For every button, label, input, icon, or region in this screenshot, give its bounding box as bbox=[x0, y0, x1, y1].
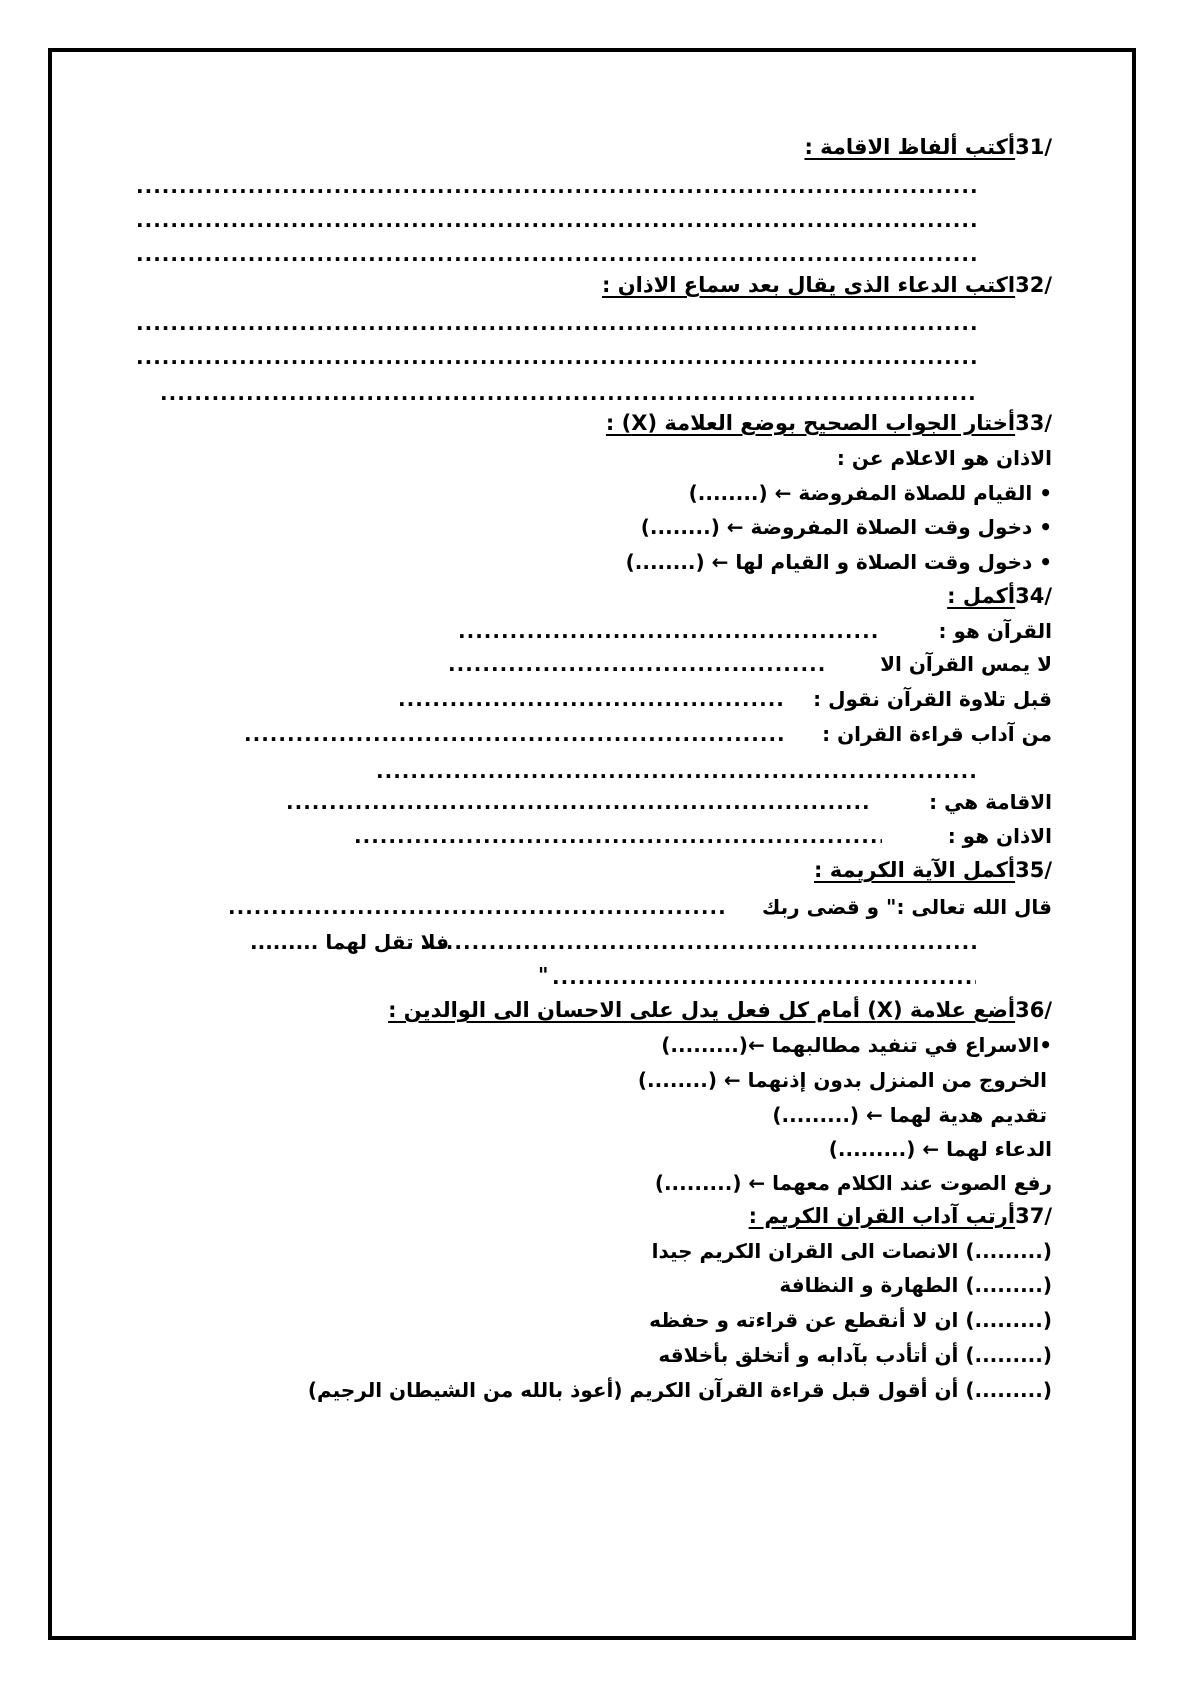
answer-line[interactable] bbox=[376, 756, 976, 786]
answer-line[interactable] bbox=[286, 787, 870, 817]
answer-line[interactable] bbox=[136, 205, 976, 235]
question-34 bbox=[947, 581, 1052, 611]
fill-item: لا يمس القرآن الا bbox=[880, 652, 1052, 676]
action-item[interactable]: تقديم هدية لهما ← (.........) bbox=[772, 1103, 1047, 1127]
question-37-title: أرتب آداب القران الكريم : bbox=[748, 1204, 1016, 1228]
answer-line[interactable] bbox=[398, 684, 782, 714]
order-item[interactable]: (.........) أن أتأدب بآدابه و أتخلق بأخلاقه bbox=[658, 1343, 1052, 1367]
action-item[interactable]: الدعاء لهما ← (.........) bbox=[828, 1137, 1052, 1161]
question-34-number: 34/ bbox=[1015, 584, 1052, 608]
verse-end-quote: " bbox=[538, 963, 549, 987]
answer-line[interactable] bbox=[136, 308, 976, 338]
question-33-number: 33/ bbox=[1015, 411, 1052, 435]
question-37-number: 37/ bbox=[1015, 1204, 1052, 1228]
answer-line[interactable] bbox=[354, 821, 882, 851]
question-33-prompt: الاذان هو الاعلام عن : bbox=[836, 446, 1052, 470]
question-32-title: اكتب الدعاء الذى يقال بعد سماع الاذان : bbox=[601, 273, 1016, 297]
order-item[interactable]: (.........) أن أقول قبل قراءة القرآن الكريم (أعوذ بالله من الشيطان الرجيم) bbox=[307, 1378, 1052, 1402]
choice-option[interactable]: • القيام للصلاة المفروضة ← (........) bbox=[688, 481, 1052, 505]
answer-line[interactable] bbox=[420, 927, 976, 957]
question-36-number: 36/ bbox=[1015, 998, 1052, 1022]
fill-item: من آداب قراءة القران : bbox=[822, 722, 1052, 746]
question-32-number: 32/ bbox=[1015, 273, 1052, 297]
fill-item: القرآن هو : bbox=[938, 619, 1052, 643]
answer-line[interactable] bbox=[244, 719, 784, 749]
answer-line[interactable] bbox=[136, 239, 976, 269]
question-36-title: أضع علامة (X) أمام كل فعل يدل على الاحسان الى الوالدين : bbox=[388, 998, 1016, 1022]
answer-line[interactable] bbox=[552, 962, 976, 992]
fill-item: الاذان هو : bbox=[947, 824, 1052, 848]
answer-line[interactable] bbox=[448, 649, 824, 679]
question-36 bbox=[388, 995, 1052, 1025]
fill-item: الاقامة هي : bbox=[929, 790, 1052, 814]
question-31-number: 31/ bbox=[1015, 135, 1052, 159]
choice-option[interactable]: • دخول وقت الصلاة و القيام لها ← (........) bbox=[625, 550, 1052, 574]
question-35-title: أكمل الآية الكريمة : bbox=[814, 858, 1016, 882]
question-35 bbox=[814, 855, 1052, 885]
answer-line[interactable] bbox=[458, 616, 878, 646]
question-33-title: أختار الجواب الصحيح بوضع العلامة (X) : bbox=[605, 411, 1016, 435]
action-item[interactable]: رفع الصوت عند الكلام معهما ← (.........) bbox=[654, 1171, 1052, 1195]
question-35-number: 35/ bbox=[1015, 858, 1052, 882]
order-item[interactable]: (.........) ان لا أنقطع عن قراءته و حفظه bbox=[649, 1308, 1052, 1332]
action-item[interactable]: الخروج من المنزل بدون إذنهما ← (........) bbox=[637, 1068, 1047, 1092]
action-item[interactable]: •الاسراع في تنفيد مطالبهما ←(.........) bbox=[661, 1033, 1052, 1057]
question-34-title: أكمل : bbox=[947, 584, 1016, 608]
choice-option[interactable]: • دخول وقت الصلاة المفروضة ← (........) bbox=[640, 515, 1052, 539]
verse-middle: فلا تقل لهما ......... bbox=[250, 930, 449, 954]
answer-line[interactable] bbox=[228, 892, 726, 922]
question-31-title: أكتب ألفاظ الاقامة : bbox=[804, 135, 1016, 159]
order-item[interactable]: (.........) الانصات الى القران الكريم جيدا bbox=[651, 1239, 1052, 1263]
answer-line[interactable] bbox=[136, 342, 976, 372]
answer-line[interactable] bbox=[136, 171, 976, 201]
fill-item: قبل تلاوة القرآن نقول : bbox=[813, 687, 1052, 711]
question-32 bbox=[602, 270, 1052, 300]
question-31 bbox=[804, 132, 1052, 162]
answer-line[interactable] bbox=[160, 378, 976, 408]
order-item[interactable]: (.........) الطهارة و النظافة bbox=[779, 1273, 1052, 1297]
question-37 bbox=[749, 1201, 1052, 1231]
verse-start: قال الله تعالى :" و قضى ربك bbox=[762, 895, 1052, 919]
question-33 bbox=[606, 408, 1052, 438]
